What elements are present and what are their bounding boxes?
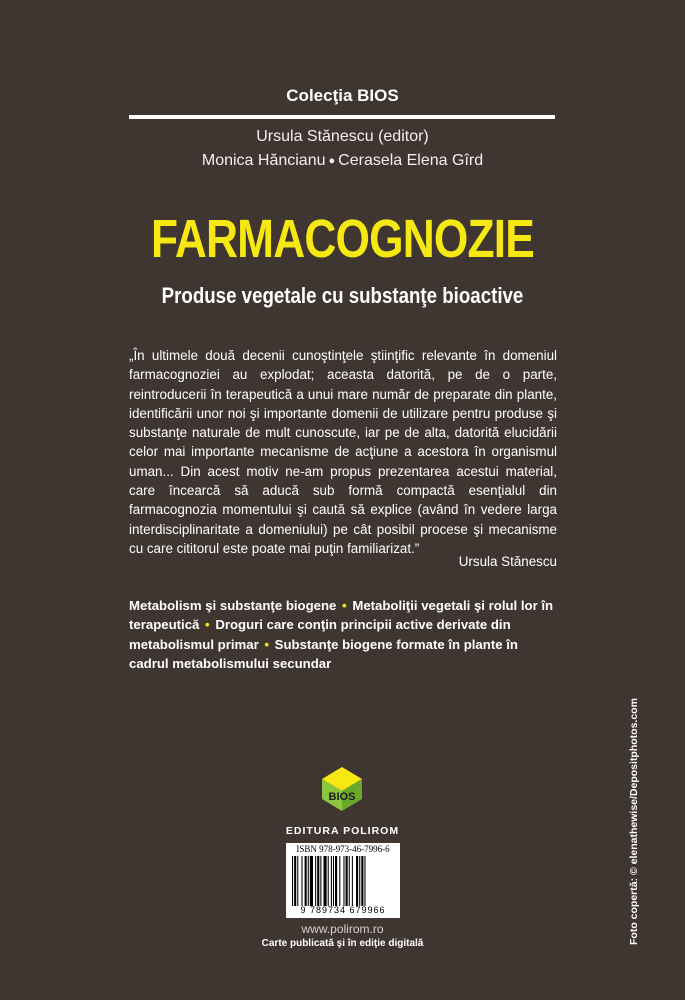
topic-item: Metabolism şi substanţe biogene	[129, 598, 337, 613]
author-name: Cerasela Elena Gîrd	[338, 152, 484, 169]
authors-line	[0, 152, 685, 170]
barcode-bar	[292, 856, 293, 906]
barcode-bar	[361, 856, 363, 906]
digital-edition-note: Carte publicată şi în ediţie digitală	[261, 938, 424, 949]
bullet-icon: ●	[328, 155, 336, 167]
barcode-bar	[308, 856, 309, 906]
ean-digits: 9 789734 679966	[300, 905, 386, 915]
isbn-text: ISBN 978-973-46-7996-6	[296, 844, 390, 854]
barcode-bar	[315, 856, 316, 906]
book-subtitle: Produse vegetale cu substanţe bioactive	[161, 283, 524, 308]
barcode-bar	[317, 856, 319, 906]
bios-logo	[318, 765, 366, 813]
barcode	[286, 843, 400, 918]
photo-credit: Foto copertă: © elenathewise/Depositphotos.com	[628, 698, 640, 945]
barcode-bar	[310, 856, 313, 906]
barcode-bar	[352, 856, 353, 906]
topic-item: Droguri care conţin principii active derivate din metabolismul primar	[129, 617, 511, 652]
barcode-bar	[346, 856, 348, 906]
barcode-bar	[333, 856, 334, 906]
barcode-bar	[294, 856, 296, 906]
publisher-name: EDITURA POLIROM	[285, 825, 400, 837]
barcode-bar	[356, 856, 358, 906]
barcode-bar	[339, 856, 340, 906]
series-name: Colecţia BIOS	[286, 86, 399, 105]
barcode-bar	[343, 856, 344, 906]
barcode-bar	[324, 856, 327, 906]
barcode-bar	[359, 856, 360, 906]
barcode-bar	[349, 856, 350, 906]
editor-line: Ursula Stănescu (editor)	[256, 128, 429, 145]
barcode-bar	[320, 856, 321, 906]
bullet-icon: •	[338, 598, 351, 613]
barcode-bars	[292, 856, 394, 906]
topics-list	[129, 596, 559, 673]
book-title: FARMACOGNOZIE	[151, 209, 534, 269]
barcode-bar	[328, 856, 329, 906]
bullet-icon: •	[201, 617, 214, 633]
topic-item: Substanţe biogene formate în plante în cadrul metabolismului secundar	[129, 636, 518, 671]
barcode-bar	[364, 856, 365, 906]
barcode-bar	[301, 856, 302, 906]
quote-author: Ursula Stănescu	[458, 554, 557, 569]
topic-item: Metaboliţii vegetali şi rolul lor în terapeutică	[129, 598, 554, 633]
barcode-bar	[331, 856, 332, 906]
barcode-bar	[305, 856, 307, 906]
barcode-bar	[297, 856, 298, 906]
logo-text: BIOS	[328, 791, 356, 803]
blurb-quote: „În ultimele două decenii cunoştinţele ştiinţific relevante în domeniul farmacognoziei au explodat; aceasta datorită, pe de o parte, reintroducerii în terapeutică a unui mare număr de preparate din plante, identificării unor noi şi importante domenii de utilizare pentru produse şi substanţe naturale de mult cunoscute, iar pe de alta, datorită elucidării celor mai importante mecanisme de acţiune a acestora în organismul uman... Din acest motiv ne-am propus prezentarea acestui material, care încearcă să aducă sub formă compactă esenţialul din farmacognozia momentului şi caută să explice (având în vedere larga interdisciplinaritate a domeniului) pe cât posibil procese şi mecanisme cu care cititorul este poate mai puţin familiarizat.”	[129, 348, 557, 556]
bullet-icon: •	[260, 636, 273, 652]
divider-rule	[129, 115, 555, 119]
website-link[interactable]: www.polirom.ro	[301, 922, 384, 936]
barcode-bar	[335, 856, 337, 906]
author-name: Monica Hăncianu	[201, 152, 326, 169]
